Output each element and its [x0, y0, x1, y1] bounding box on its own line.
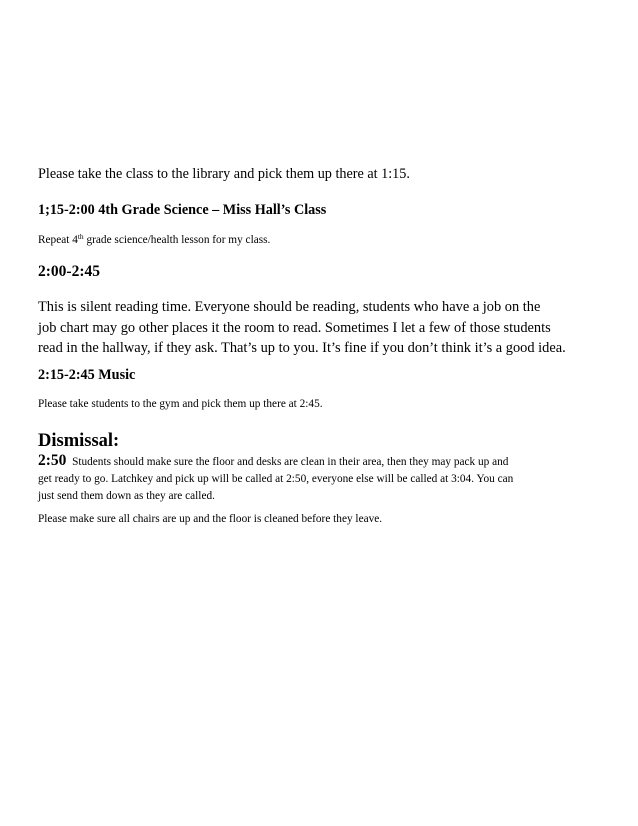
dismissal-time: 2:50 — [38, 452, 67, 469]
reading-paragraph — [38, 297, 604, 359]
science-heading: 1;15-2:00 4th Grade Science – Miss Hall’s Class — [38, 202, 327, 218]
dismissal-paragraph — [38, 452, 604, 505]
chairs-note: Please make sure all chairs are up and the floor is cleaned before they leave. — [38, 513, 383, 525]
dismissal-line-1 — [38, 452, 604, 471]
science-note-before: Repeat 4 — [38, 234, 78, 246]
science-note-superscript: th — [77, 232, 84, 241]
music-heading: 2:15-2:45 Music — [38, 367, 136, 383]
science-note-after: grade science/health lesson for my class. — [83, 234, 271, 246]
library-note: Please take the class to the library and pick them up there at 1:15. — [38, 166, 410, 182]
dismissal-line-1-text: Students should make sure the floor and desks are clean in their area, then they may pack up and — [66, 456, 509, 468]
music-note: Please take students to the gym and pick them up there at 2:45. — [38, 398, 323, 410]
dismissal-line-2: get ready to go. Latchkey and pick up will be called at 2:50, everyone else will be called at 3:04. You can — [38, 473, 514, 485]
reading-heading: 2:00-2:45 — [38, 263, 100, 280]
dismissal-line-3: just send them down as they are called. — [38, 490, 215, 502]
science-note — [38, 232, 270, 246]
reading-line-2: job chart may go other places it the room to read. Sometimes I let a few of those students — [38, 319, 551, 336]
dismissal-heading: Dismissal: — [38, 431, 120, 451]
reading-line-1: This is silent reading time. Everyone should be reading, students who have a job on the — [38, 299, 541, 315]
reading-line-3: read in the hallway, if they ask. That’s up to you. It’s fine if you don’t think it’s a good idea. — [38, 340, 566, 356]
